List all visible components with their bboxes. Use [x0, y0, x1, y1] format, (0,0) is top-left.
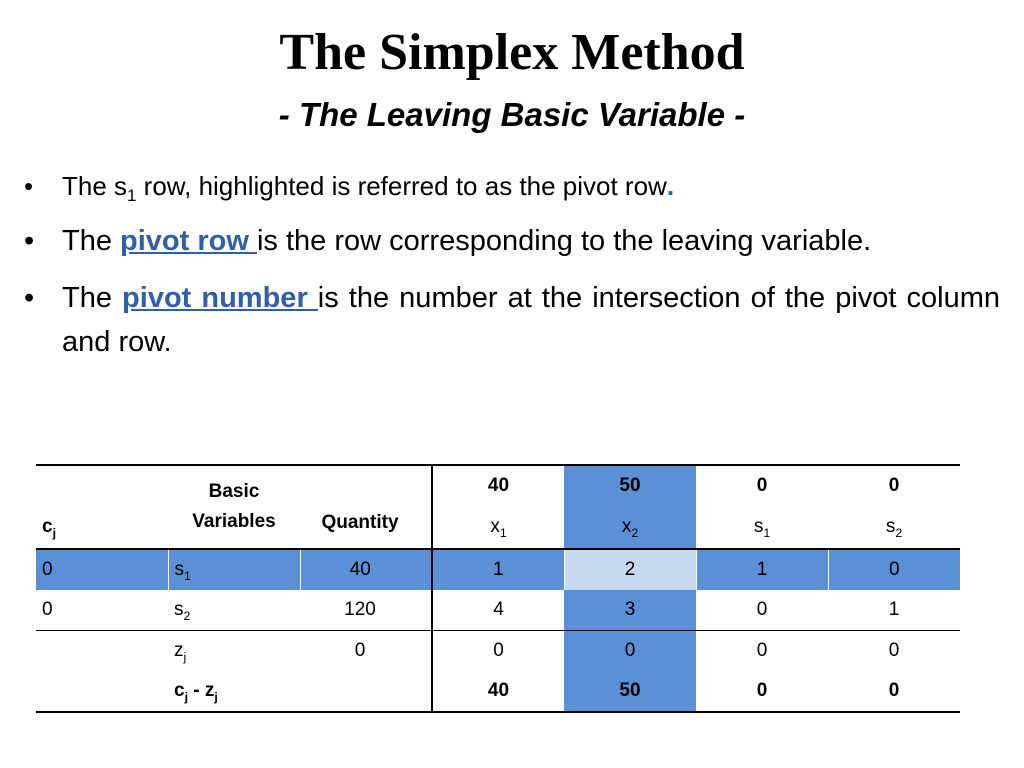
- zj-value: 0: [564, 631, 696, 672]
- cj-value-s1: 0: [696, 465, 828, 506]
- header-row-cj-values: [36, 465, 960, 506]
- cj-minus-zj-value: 40: [432, 671, 564, 712]
- cj-minus-zj-value: 50: [564, 671, 696, 712]
- pivot-number-term: pivot number: [122, 282, 318, 314]
- cj-value-s2: 0: [828, 465, 960, 506]
- pivot-row-term: pivot row: [120, 225, 257, 257]
- table-row: [36, 590, 960, 631]
- row-cj: 0: [36, 549, 168, 590]
- quantity-header: Quantity: [321, 512, 399, 533]
- cj-header: $c_j$: [36, 506, 168, 549]
- pivot-number-cell: 2: [564, 549, 696, 590]
- zj-value: 0: [696, 631, 828, 672]
- row-quantity: 120: [344, 599, 376, 620]
- row-value: 3: [564, 590, 696, 631]
- row-basic-variable: $s_1$: [168, 549, 300, 590]
- bullet-icon: •: [24, 171, 34, 201]
- zj-label: $z_j$: [168, 631, 300, 672]
- var-header-s2: $s_2$: [828, 506, 960, 549]
- var-header-x2: $x_2$: [564, 506, 696, 549]
- row-value: 0: [828, 549, 960, 590]
- cj-value-x1: 40: [432, 465, 564, 506]
- zj-value: 0: [828, 631, 960, 672]
- simplex-tableau: [36, 464, 960, 713]
- row-value: 4: [493, 599, 504, 620]
- cj-minus-zj-value: 0: [828, 671, 960, 712]
- bullet-pivot-row-definition: • The pivot row is the row corresponding to the leaving variable.: [24, 218, 1000, 264]
- slide-title: The Simplex Method: [279, 24, 745, 81]
- cj-value-x2: 50: [564, 465, 696, 506]
- cj-minus-zj-row: [36, 671, 960, 712]
- bullet-list: [24, 166, 1000, 364]
- row-cj: 0: [42, 599, 53, 620]
- slide-subtitle: - The Leaving Basic Variable -: [278, 96, 746, 133]
- bullet-icon: •: [24, 225, 35, 257]
- cj-minus-zj-label: $c_j - z_j$: [168, 671, 300, 712]
- table-row-pivot: [36, 549, 960, 590]
- row-value: 1: [696, 549, 828, 590]
- row-quantity: 40: [300, 549, 420, 590]
- row-value: 1: [888, 599, 900, 620]
- bullet-pivot-row-intro: • The $s_1$ row, highlighted is referred to as the pivot row.: [24, 166, 1000, 206]
- var-header-x1: $x_1$: [432, 506, 564, 549]
- row-basic-variable: $s_2$: [174, 599, 191, 623]
- zj-quantity: 0: [300, 631, 420, 672]
- zj-row: [36, 631, 960, 672]
- bullet-pivot-number-definition: • The pivot number is the number at the intersection of the pivot column and row.: [24, 276, 1000, 364]
- zj-value: 0: [432, 631, 564, 672]
- cj-minus-zj-value: 0: [696, 671, 828, 712]
- bullet-icon: •: [24, 282, 35, 314]
- row-value: 0: [756, 599, 768, 620]
- basic-variables-header: Basic Variables Quantity: [168, 465, 420, 549]
- row-value: 1: [432, 549, 564, 590]
- var-header-s1: $s_1$: [696, 506, 828, 549]
